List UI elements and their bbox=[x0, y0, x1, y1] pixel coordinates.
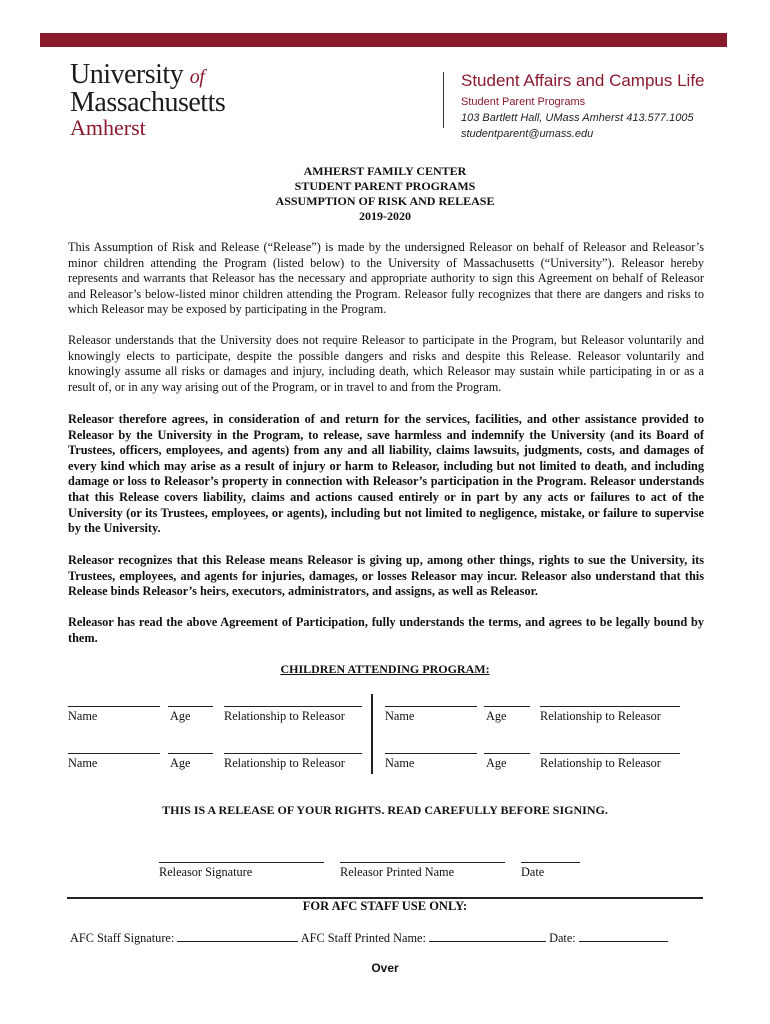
staff-printed-name-field[interactable] bbox=[429, 929, 546, 942]
document-heading bbox=[0, 164, 770, 224]
staff-signature-label: AFC Staff Signature: bbox=[70, 931, 175, 945]
header-divider bbox=[443, 72, 444, 128]
children-column-divider bbox=[371, 694, 373, 774]
releasor-date-label: Date bbox=[521, 865, 545, 879]
child-1-age-field[interactable] bbox=[168, 706, 213, 707]
child-1-name-label: Name bbox=[68, 709, 98, 723]
child-2-name-label: Name bbox=[385, 709, 415, 723]
child-4-age-field[interactable] bbox=[484, 753, 530, 754]
releasor-printed-name-label: Releasor Printed Name bbox=[340, 865, 455, 879]
child-4-name-field[interactable] bbox=[385, 753, 477, 754]
staff-fields-row bbox=[70, 929, 710, 946]
child-3-name-field[interactable] bbox=[68, 753, 160, 754]
staff-date-label: Date: bbox=[549, 931, 576, 945]
child-2-age-label: Age bbox=[486, 709, 507, 723]
release-notice: THIS IS A RELEASE OF YOUR RIGHTS. READ CAREFULLY BEFORE SIGNING. bbox=[162, 803, 608, 817]
child-3-relationship-label: Relationship to Releasor bbox=[224, 756, 345, 770]
heading-line-1: AMHERST FAMILY CENTER bbox=[303, 164, 467, 178]
department-info bbox=[461, 70, 761, 142]
child-3-name-label: Name bbox=[68, 756, 98, 770]
child-3-age-label: Age bbox=[170, 756, 191, 770]
child-2-age-field[interactable] bbox=[484, 706, 530, 707]
heading-year: 2019-2020 bbox=[359, 209, 411, 223]
child-3-age-field[interactable] bbox=[168, 753, 213, 754]
paragraph-voluntary-participation: Releasor understands that the University does not require Releasor to participate in the Program, but Releasor voluntarily and knowingly elects to participate, despite the possible dangers and risks and despite this Release. Releasor voluntarily and knowingly assume all risks or damages and injury, including death, which Releasor may sustain while participating in or as a result of, or in any way arising out of the Program, or in travel to and from the Program. bbox=[68, 333, 704, 394]
child-4-relationship-field[interactable] bbox=[540, 753, 680, 754]
child-3-relationship-field[interactable] bbox=[224, 753, 362, 754]
logo-massachusetts-text: Massachusetts bbox=[70, 87, 226, 118]
heading-line-3: ASSUMPTION OF RISK AND RELEASE bbox=[275, 194, 495, 208]
paragraph-rights-waived: Releasor recognizes that this Release means Releasor is giving up, among other things, rights to sue the University, its Trustees, employees, and agents for injuries, damages, or losses Releasor may incur. Releasor also understand that this Release binds Releasor’s heirs, executors, administrators, and assigns, as well as Releasor. bbox=[68, 553, 704, 599]
department-name: Student Affairs and Campus Life bbox=[461, 71, 705, 90]
releasor-signature-label: Releasor Signature bbox=[159, 865, 253, 879]
releasor-date-field[interactable] bbox=[521, 862, 580, 863]
paragraph-agreement: Releasor has read the above Agreement of Participation, fully understands the terms, and agrees to be legally bound by them. bbox=[68, 615, 704, 645]
top-brand-bar bbox=[40, 33, 727, 47]
releasor-signature-field[interactable] bbox=[159, 862, 324, 863]
logo-university-text: University bbox=[70, 59, 184, 90]
program-name: Student Parent Programs bbox=[461, 96, 586, 108]
child-4-age-label: Age bbox=[486, 756, 507, 770]
staff-signature-field[interactable] bbox=[177, 929, 298, 942]
children-section-title: CHILDREN ATTENDING PROGRAM: bbox=[280, 662, 490, 676]
department-address: 103 Bartlett Hall, UMass Amherst 413.577.1005 bbox=[461, 112, 694, 124]
child-2-relationship-field[interactable] bbox=[540, 706, 680, 707]
child-4-name-label: Name bbox=[385, 756, 415, 770]
child-2-relationship-label: Relationship to Releasor bbox=[540, 709, 661, 723]
university-logo bbox=[70, 59, 330, 140]
logo-amherst-text: Amherst bbox=[70, 115, 146, 140]
child-2-name-field[interactable] bbox=[385, 706, 477, 707]
department-email: studentparent@umass.edu bbox=[461, 128, 594, 140]
heading-line-2: STUDENT PARENT PROGRAMS bbox=[294, 179, 476, 193]
logo-of-text: of bbox=[189, 66, 205, 88]
child-1-age-label: Age bbox=[170, 709, 191, 723]
child-4-relationship-label: Relationship to Releasor bbox=[540, 756, 661, 770]
paragraph-indemnify: Releasor therefore agrees, in consideration of and return for the services, facilities, and other assistance provided to Releasor by the University in the Program, to release, save harmless and indemnify the University (and its Board of Trustees, officers, employees, and agents) from any and all liability, claims lawsuits, judgments, costs, and damages of every kind which may arise as a result of injury or harm to Releasor, including but not limited to death, and including damage or loss to Releasor’s property in connection with Releasor’s participation in the Program. Releasor understands that this Release covers liability, claims and actions caused entirely or in part by any acts or failures to act of the University (or its Trustees, employees, or agents), including but not limited to negligence, mistake, or failure to supervise by the University. bbox=[68, 412, 704, 536]
page-over-indicator: Over bbox=[371, 961, 399, 975]
releasor-printed-name-field[interactable] bbox=[340, 862, 505, 863]
staff-printed-name-label: AFC Staff Printed Name: bbox=[300, 931, 426, 945]
staff-date-field[interactable] bbox=[579, 929, 668, 942]
staff-section-title: FOR AFC STAFF USE ONLY: bbox=[302, 899, 468, 913]
child-1-name-field[interactable] bbox=[68, 706, 160, 707]
child-1-relationship-label: Relationship to Releasor bbox=[224, 709, 345, 723]
child-1-relationship-field[interactable] bbox=[224, 706, 362, 707]
paragraph-release-intro: This Assumption of Risk and Release (“Release”) is made by the undersigned Releasor on behalf of Releasor and Releasor’s minor children attending the Program (listed below) to the University of Massachusetts (“University”). Releasor hereby represents and warrants that Releasor has the necessary and appropriate authority to sign this Agreement on behalf of Releasor and Releasor’s below-listed minor children attending the Program. Releasor fully recognizes that there are dangers and risks to which Releasor may be exposed by participating in the Program. bbox=[68, 240, 704, 317]
